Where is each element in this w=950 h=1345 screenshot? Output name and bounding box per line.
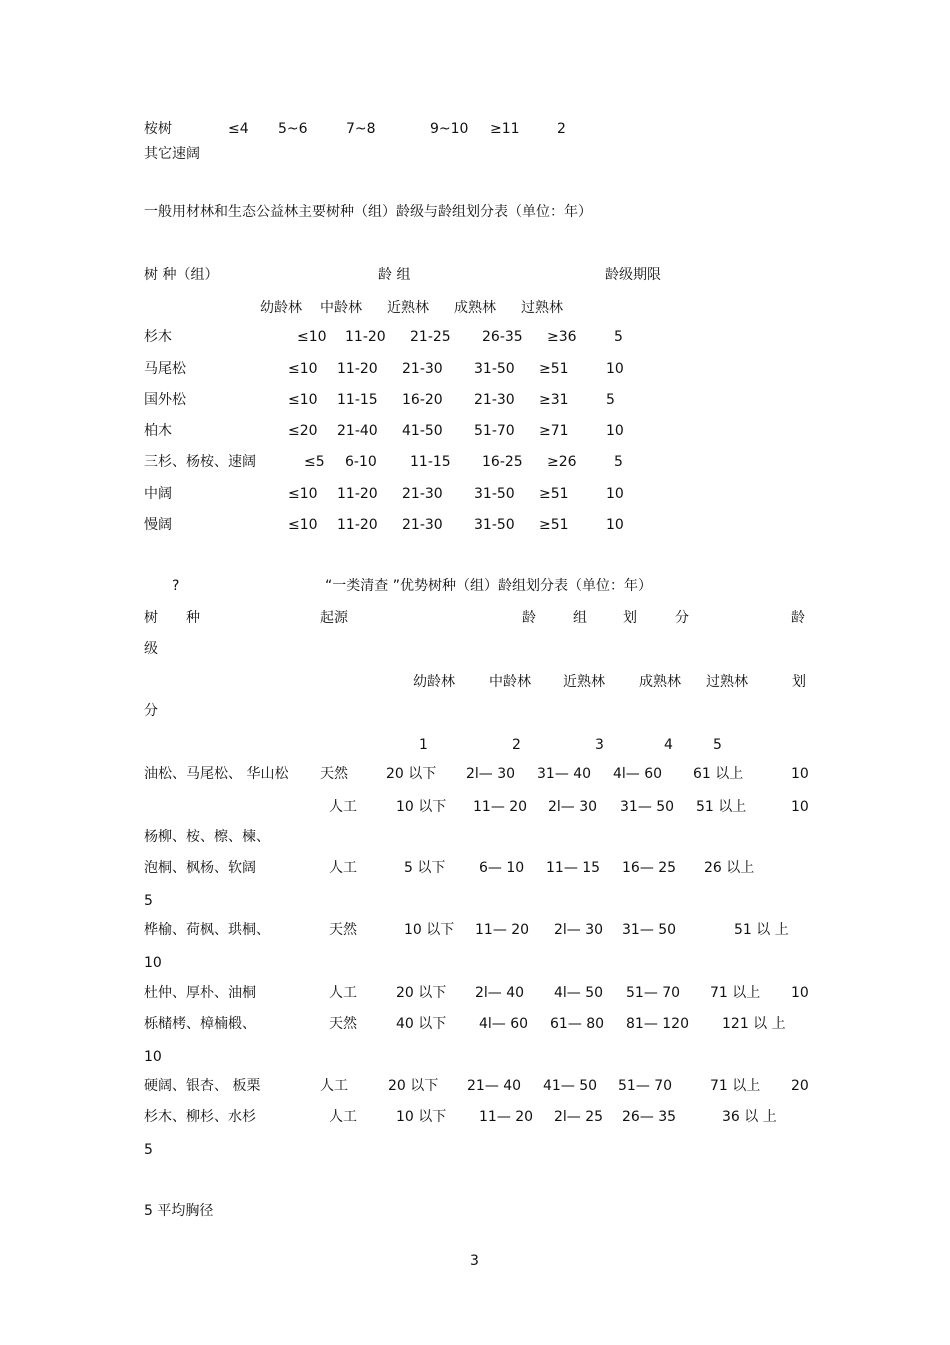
table2-origin: 人工	[329, 1109, 357, 1125]
cell: 2	[557, 121, 566, 137]
table1-row-label: 杉木	[144, 329, 172, 345]
cell: 31— 40	[537, 766, 592, 782]
cell: 40 以下	[396, 1016, 447, 1032]
cell: 10 以下	[396, 1109, 447, 1125]
cell: 31— 50	[622, 922, 677, 938]
cell: 7~8	[346, 121, 376, 137]
table2-header-ling2: 龄	[791, 610, 805, 626]
table2-number: 3	[595, 737, 604, 753]
cell: 9~10	[430, 121, 469, 137]
table2-origin: 天然	[320, 766, 348, 782]
cell: 51 以上	[696, 799, 747, 815]
table2-header-fen: 分	[675, 610, 689, 626]
cell: 5 以下	[404, 860, 446, 876]
table2-header-ji: 级	[144, 641, 158, 657]
table1-subheader: 中龄林	[320, 300, 362, 316]
table2-number: 1	[419, 737, 428, 753]
table2-subheader: 过熟林	[706, 674, 748, 690]
table2-header-shu: 树	[144, 610, 158, 626]
cell: 2l— 30	[554, 922, 604, 938]
cell: 10	[791, 766, 809, 782]
table2-subheader: 中龄林	[489, 674, 531, 690]
table2-species: 杨柳、桉、檫、楝、	[144, 829, 270, 845]
cell: 16-25	[482, 454, 523, 470]
table2-subheader: 近熟林	[563, 674, 605, 690]
cell: 21-30	[402, 486, 443, 502]
cell: 10	[606, 423, 624, 439]
cell: 61— 80	[550, 1016, 605, 1032]
cell: 6-10	[345, 454, 377, 470]
table2-species: 桦榆、荷枫、珙桐、	[144, 922, 270, 938]
cell: ≥26	[547, 454, 577, 470]
cell: 10	[606, 486, 624, 502]
table1-row-label: 中阔	[144, 486, 172, 502]
cell: ≥11	[490, 121, 520, 137]
table1-row-label: 马尾松	[144, 361, 186, 377]
cell: 31-50	[474, 517, 515, 533]
table2-number: 2	[512, 737, 521, 753]
cell: 26— 35	[622, 1109, 677, 1125]
cell: 2l— 30	[548, 799, 598, 815]
table1-row-label: 三杉、杨桉、速阔	[144, 454, 256, 470]
table1-title: 一般用材林和生态公益林主要树种（组）龄级与龄组划分表（单位：年）	[144, 204, 592, 220]
cell: 71 以上	[710, 985, 761, 1001]
cell: 51 以 上	[734, 922, 789, 938]
table1-subheader: 幼龄林	[260, 300, 302, 316]
cell: 2l— 25	[554, 1109, 604, 1125]
cell: 5	[614, 454, 623, 470]
table2-origin: 人工	[329, 985, 357, 1001]
cell: 31— 50	[620, 799, 675, 815]
cell: 10	[144, 955, 162, 971]
cell: 5	[144, 1142, 153, 1158]
table2-species: 油松、马尾松、 华山松	[144, 766, 289, 782]
table1-row-label: 国外松	[144, 392, 186, 408]
cell: 2l— 30	[466, 766, 516, 782]
cell: 11— 20	[473, 799, 528, 815]
cell: 16— 25	[622, 860, 677, 876]
table2-origin: 人工	[329, 860, 357, 876]
cell: 20 以下	[386, 766, 437, 782]
cell: 5	[614, 329, 623, 345]
cell: 41-50	[402, 423, 443, 439]
table1-row-label: 慢阔	[144, 517, 172, 533]
cell: 21— 40	[467, 1078, 522, 1094]
table2-species: 栎槠栲、樟楠椴、	[144, 1016, 256, 1032]
cell: ≤10	[288, 517, 318, 533]
table1-row-label: 柏木	[144, 423, 172, 439]
cell: 121 以 上	[722, 1016, 786, 1032]
cell: 10	[606, 361, 624, 377]
cell: 11— 15	[546, 860, 601, 876]
cell: ≥51	[539, 517, 569, 533]
cell: 10	[144, 1049, 162, 1065]
table2-origin: 人工	[329, 799, 357, 815]
table2-number: 5	[713, 737, 722, 753]
cell: 20 以下	[396, 985, 447, 1001]
table2-header-ling: 龄	[522, 610, 536, 626]
table2-origin: 人工	[320, 1078, 348, 1094]
section-heading: 5 平均胸径	[144, 1203, 214, 1219]
cell: 21-30	[402, 517, 443, 533]
cell: 11-20	[345, 329, 386, 345]
cell: 71 以上	[710, 1078, 761, 1094]
cell: 21-25	[410, 329, 451, 345]
table2-species: 泡桐、枫杨、软阔	[144, 860, 256, 876]
cell: 31-50	[474, 486, 515, 502]
cell: 4l— 50	[554, 985, 604, 1001]
cell: 21-40	[337, 423, 378, 439]
table2-title: “一类清查 ”优势树种（组）龄组划分表（单位：年）	[325, 578, 652, 594]
cell: 5	[606, 392, 615, 408]
table2-number: 4	[664, 737, 673, 753]
cell: ≤5	[304, 454, 325, 470]
cell: ≥31	[539, 392, 569, 408]
cell: ≤20	[288, 423, 318, 439]
cell: ≤10	[288, 392, 318, 408]
table1-subheader: 过熟林	[521, 300, 563, 316]
table2-header-zhong: 种	[186, 610, 200, 626]
table2-header-zu: 组	[573, 610, 587, 626]
table2-header-origin: 起源	[320, 610, 348, 626]
cell: ≤10	[297, 329, 327, 345]
cell: ≥36	[547, 329, 577, 345]
table2-species: 杉木、柳杉、水杉	[144, 1109, 256, 1125]
table2-header-fen2: 分	[144, 703, 158, 719]
cell: 11-20	[337, 486, 378, 502]
table2-header-hua2: 划	[792, 674, 806, 690]
cell: 10 以下	[404, 922, 455, 938]
cell: 26 以上	[704, 860, 755, 876]
row-label-other: 其它速阔	[144, 146, 200, 162]
cell: 11-15	[337, 392, 378, 408]
table2-origin: 天然	[329, 922, 357, 938]
cell: 11— 20	[475, 922, 530, 938]
cell: 51— 70	[626, 985, 681, 1001]
cell: 11-20	[337, 361, 378, 377]
table1-subheader: 成熟林	[454, 300, 496, 316]
cell: 11-15	[410, 454, 451, 470]
cell: 81— 120	[626, 1016, 689, 1032]
cell: 21-30	[402, 361, 443, 377]
cell: 36 以 上	[722, 1109, 777, 1125]
table2-origin: 天然	[329, 1016, 357, 1032]
cell: ≤10	[288, 486, 318, 502]
cell: 16-20	[402, 392, 443, 408]
cell: 10	[606, 517, 624, 533]
cell: ≤10	[288, 361, 318, 377]
table2-subheader: 成熟林	[639, 674, 681, 690]
cell: 2l— 40	[475, 985, 525, 1001]
cell: 6— 10	[479, 860, 525, 876]
row-label-eucalyptus: 桉树	[144, 121, 172, 137]
cell: 10 以下	[396, 799, 447, 815]
cell: 41— 50	[543, 1078, 598, 1094]
cell: 31-50	[474, 361, 515, 377]
question-mark: ?	[172, 578, 180, 594]
cell: 51— 70	[618, 1078, 673, 1094]
table2-species: 硬阔、银杏、 板栗	[144, 1078, 261, 1094]
cell: 26-35	[482, 329, 523, 345]
table1-header-species: 树 种（组）	[144, 267, 219, 283]
cell: 51-70	[474, 423, 515, 439]
cell: ≤4	[228, 121, 249, 137]
cell: 11— 20	[479, 1109, 534, 1125]
table1-subheader: 近熟林	[387, 300, 429, 316]
cell: 20 以下	[388, 1078, 439, 1094]
table1-header-group: 龄 组	[378, 267, 411, 283]
page-number: 3	[470, 1253, 479, 1269]
cell: ≥71	[539, 423, 569, 439]
cell: ≥51	[539, 361, 569, 377]
table1-header-period: 龄级期限	[605, 267, 661, 283]
cell: 10	[791, 799, 809, 815]
cell: 20	[791, 1078, 809, 1094]
cell: 5	[144, 893, 153, 909]
table2-species: 杜仲、厚朴、油桐	[144, 985, 256, 1001]
cell: 11-20	[337, 517, 378, 533]
cell: 4l— 60	[613, 766, 663, 782]
cell: 4l— 60	[479, 1016, 529, 1032]
table2-header-hua: 划	[623, 610, 637, 626]
cell: 61 以上	[693, 766, 744, 782]
table2-subheader: 幼龄林	[413, 674, 455, 690]
cell: ≥51	[539, 486, 569, 502]
cell: 21-30	[474, 392, 515, 408]
cell: 10	[791, 985, 809, 1001]
cell: 5~6	[278, 121, 308, 137]
